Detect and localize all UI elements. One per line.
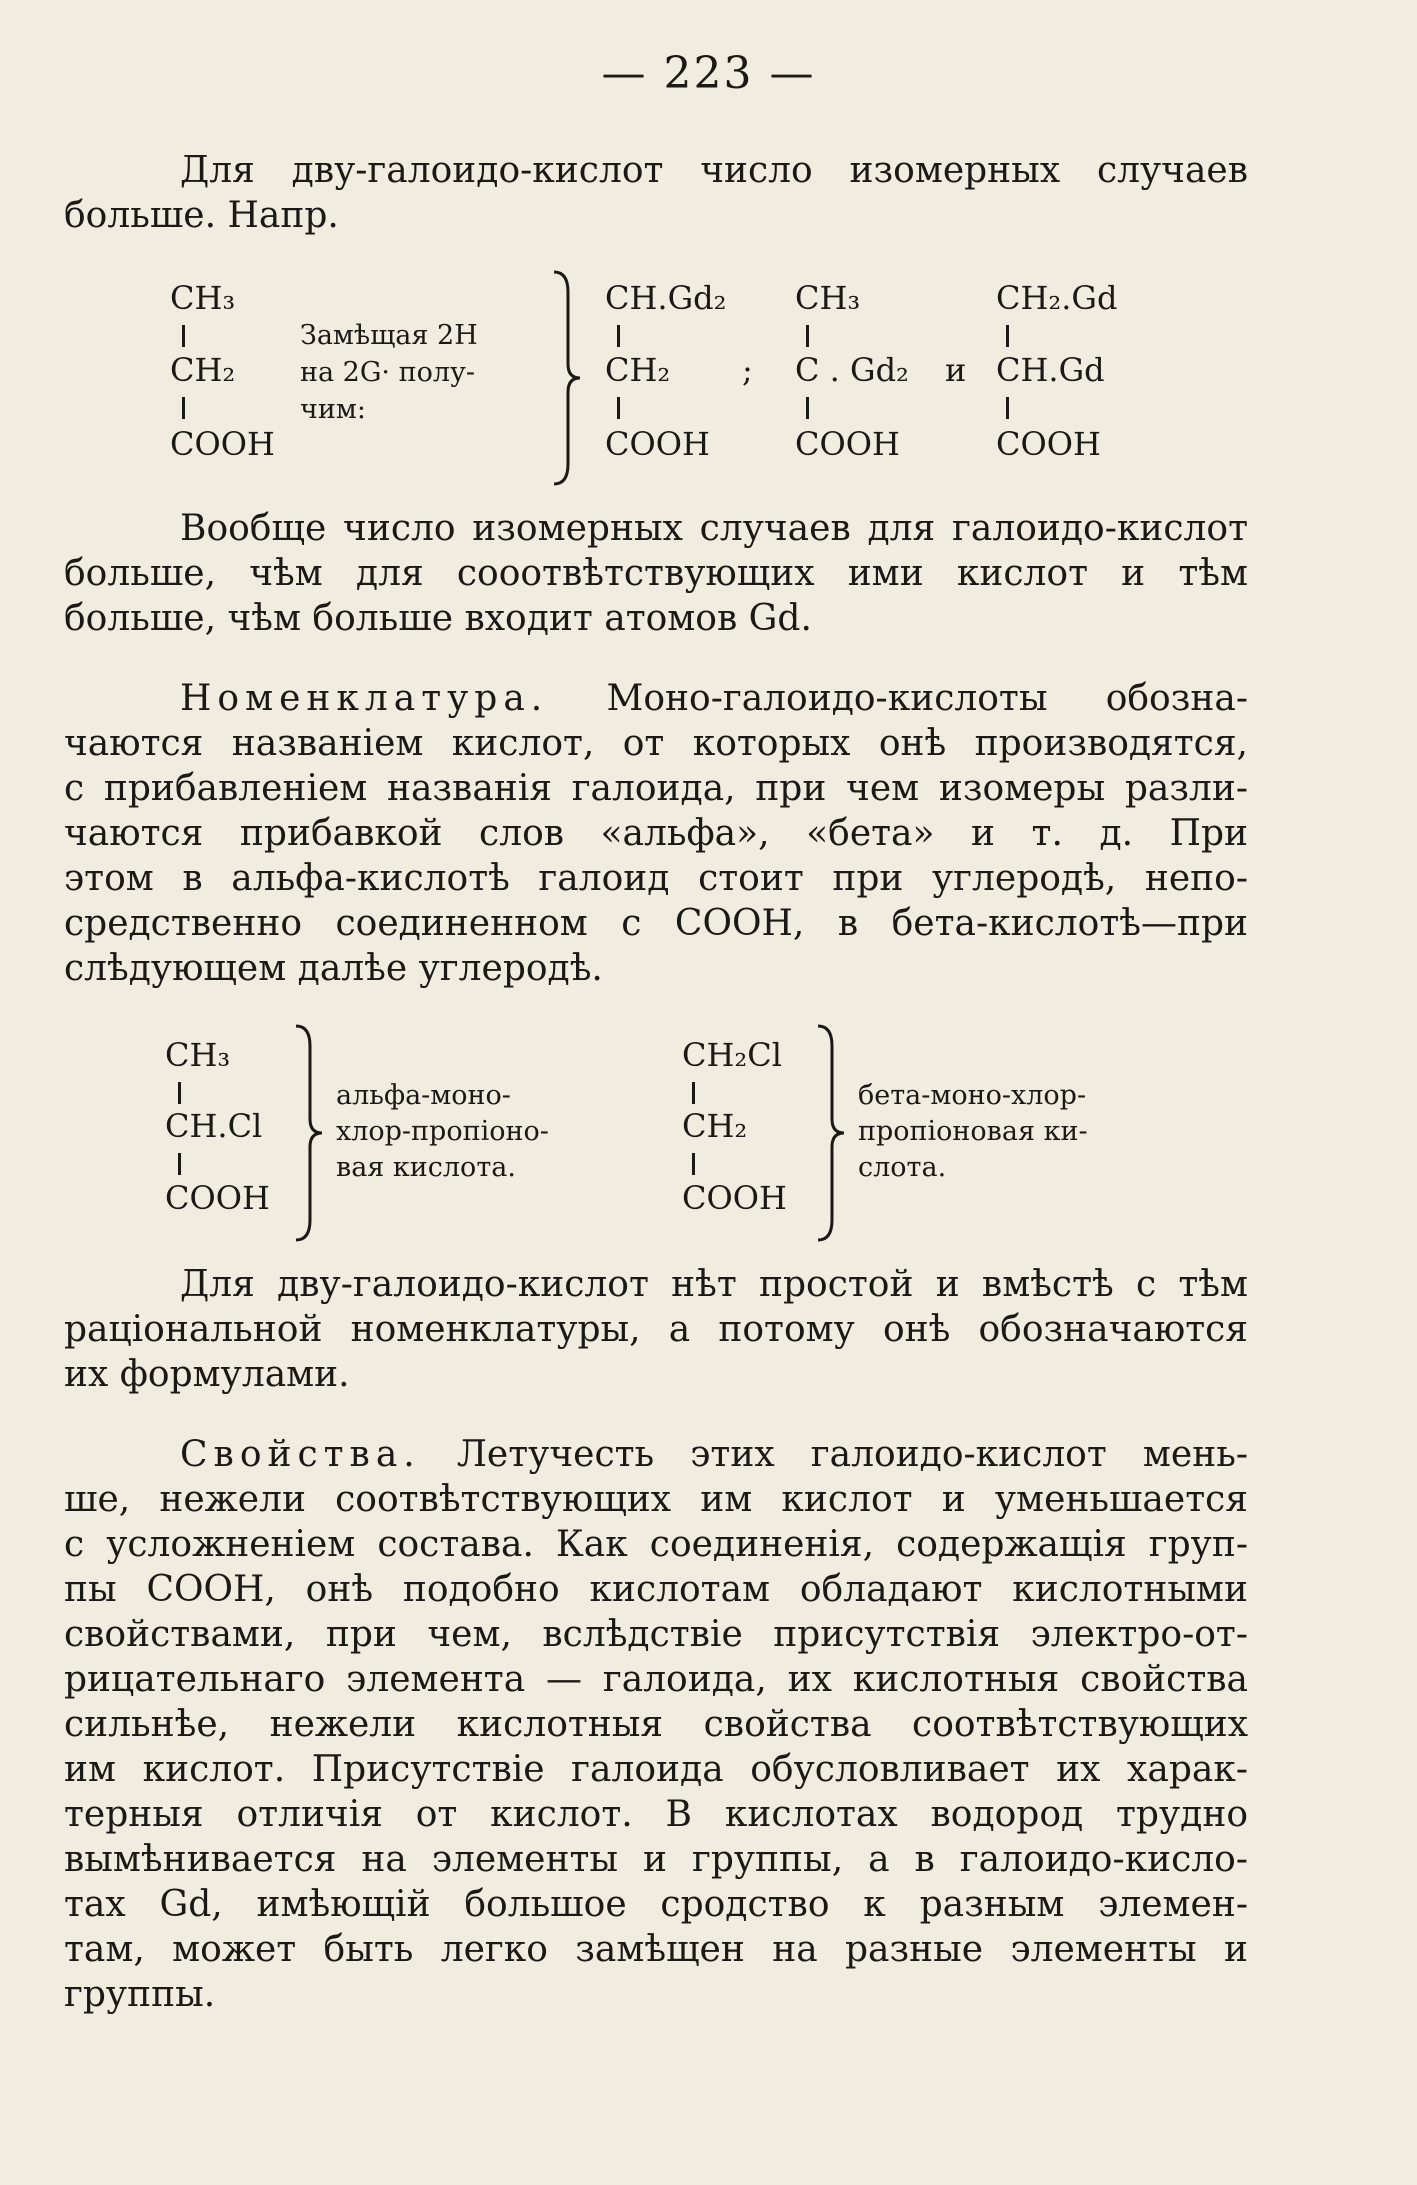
formula-text: COOH bbox=[165, 1179, 270, 1217]
text-line: средственно соединенном с COOH, в бета-кислотѣ—при bbox=[64, 903, 1248, 944]
bond-line bbox=[806, 397, 809, 419]
text-line: вымѣнивается на элементы и группы, а в галоидо-кисло- bbox=[64, 1839, 1248, 1880]
text-line: пы COOH, онѣ подобно кислотам обладают кислотными bbox=[64, 1569, 1248, 1610]
bond-line bbox=[178, 1153, 181, 1175]
paragraph-1 bbox=[64, 148, 1248, 238]
bond-line bbox=[1006, 397, 1009, 419]
bond-line bbox=[806, 325, 809, 347]
separator-text: ; bbox=[742, 351, 753, 389]
bond-line bbox=[692, 1153, 695, 1175]
text-line: Для дву-галоидо-кислот число изомерных случаев bbox=[180, 150, 1248, 191]
right-brace bbox=[290, 1022, 330, 1244]
formula-text: CH₂ bbox=[605, 351, 671, 389]
text-line: им кислот. Присутствіе галоида обусловливает их харак- bbox=[64, 1749, 1248, 1790]
text-line: сильнѣе, нежели кислотныя свойства соотвѣтствующих bbox=[64, 1704, 1248, 1745]
text-line: там, может быть легко замѣщен на разные элементы и bbox=[64, 1929, 1248, 1970]
formula-text: CH.Gd₂ bbox=[605, 279, 727, 317]
formula-text: CH₂.Gd bbox=[996, 279, 1118, 317]
text-line: свойствами, при чем, вслѣдствіе присутствія электро-от- bbox=[64, 1614, 1248, 1655]
formula-text: CH.Gd bbox=[996, 351, 1105, 389]
text-line bbox=[64, 1432, 1248, 1477]
text-line: чаются прибавкой слов «альфа», «бета» и т. д. При bbox=[64, 813, 1248, 854]
note-text: пропіоновая ки- bbox=[858, 1116, 1088, 1147]
text-line: с усложненіем состава. Как соединенія, содержащія груп- bbox=[64, 1524, 1248, 1565]
text-run: Моно-галоидо-кислоты обозна- bbox=[606, 678, 1248, 719]
note-text: Замѣщая 2H bbox=[300, 320, 478, 351]
paragraph-4 bbox=[64, 1262, 1248, 1397]
formula-text: CH₂Cl bbox=[682, 1036, 782, 1074]
bond-line bbox=[692, 1082, 695, 1104]
text-line: этом в альфа-кислотѣ галоид стоит при углеродѣ, непо- bbox=[64, 858, 1248, 899]
formula-text: CH₃ bbox=[170, 279, 236, 317]
text-line bbox=[64, 676, 1248, 721]
formula-text: CH.Cl bbox=[165, 1107, 263, 1145]
note-text: бета-моно-хлор- bbox=[858, 1080, 1087, 1111]
text-line: с прибавленіем названія галоида, при чем изомеры разли- bbox=[64, 768, 1248, 809]
paragraph-3 bbox=[64, 676, 1248, 991]
bond-line bbox=[182, 325, 185, 347]
text-line: больше, чѣм больше входит атомов Gd. bbox=[64, 598, 812, 639]
text-run: Летучесть этих галоидо-кислот мень- bbox=[456, 1434, 1248, 1475]
text-line: их формулами. bbox=[64, 1354, 350, 1395]
right-brace bbox=[548, 268, 588, 488]
section-heading: Свойства. bbox=[180, 1434, 421, 1475]
section-heading: Номенклатура. bbox=[180, 678, 549, 719]
text-line: больше. Напр. bbox=[64, 195, 339, 236]
formula-text: CH₃ bbox=[795, 279, 861, 317]
note-text: чим: bbox=[300, 394, 366, 425]
formula-text: COOH bbox=[605, 425, 710, 463]
bond-line bbox=[1006, 325, 1009, 347]
bond-line bbox=[617, 397, 620, 419]
text-line: больше, чѣм для сооотвѣтствующих ими кислот и тѣм bbox=[64, 553, 1248, 594]
paragraph-5 bbox=[64, 1432, 1248, 2017]
bond-line bbox=[617, 325, 620, 347]
text-line: раціональной номенклатуры, а потому онѣ обозначаются bbox=[64, 1309, 1248, 1350]
formula-text: COOH bbox=[682, 1179, 787, 1217]
note-text: слота. bbox=[858, 1152, 947, 1183]
note-text: хлор-пропіоно- bbox=[336, 1116, 549, 1147]
right-brace bbox=[812, 1022, 852, 1244]
text-line: Для дву-галоидо-кислот нѣт простой и вмѣстѣ с тѣм bbox=[180, 1264, 1248, 1305]
note-text: на 2G· полу- bbox=[300, 357, 475, 388]
formula-text: COOH bbox=[996, 425, 1101, 463]
paragraph-2 bbox=[64, 506, 1248, 641]
text-line: тах Gd, имѣющій большое сродство к разным элемен- bbox=[64, 1884, 1248, 1925]
text-line: Вообще число изомерных случаев для галоидо-кислот bbox=[180, 508, 1248, 549]
formula-text: CH₃ bbox=[165, 1036, 231, 1074]
formula-text: C . Gd₂ bbox=[795, 351, 909, 389]
formula-text: CH₂ bbox=[682, 1107, 748, 1145]
page-number: — 223 — bbox=[601, 48, 816, 99]
formula-text: COOH bbox=[795, 425, 900, 463]
note-text: альфа-моно- bbox=[336, 1080, 511, 1111]
text-line: терныя отличія от кислот. В кислотах водород трудно bbox=[64, 1794, 1248, 1835]
formula-text: CH₂ bbox=[170, 351, 236, 389]
text-line: чаются названіем кислот, от которых онѣ производятся, bbox=[64, 723, 1248, 764]
separator-text: и bbox=[945, 351, 967, 389]
bond-line bbox=[178, 1082, 181, 1104]
text-line: слѣдующем далѣе углеродѣ. bbox=[64, 948, 603, 989]
text-line: рицательнаго элемента — галоида, их кислотныя свойства bbox=[64, 1659, 1248, 1700]
bond-line bbox=[182, 397, 185, 419]
formula-text: COOH bbox=[170, 425, 275, 463]
text-line: ше, нежели соотвѣтствующих им кислот и уменьшается bbox=[64, 1479, 1248, 1520]
note-text: вая кислота. bbox=[336, 1152, 516, 1183]
text-line: группы. bbox=[64, 1974, 216, 2015]
